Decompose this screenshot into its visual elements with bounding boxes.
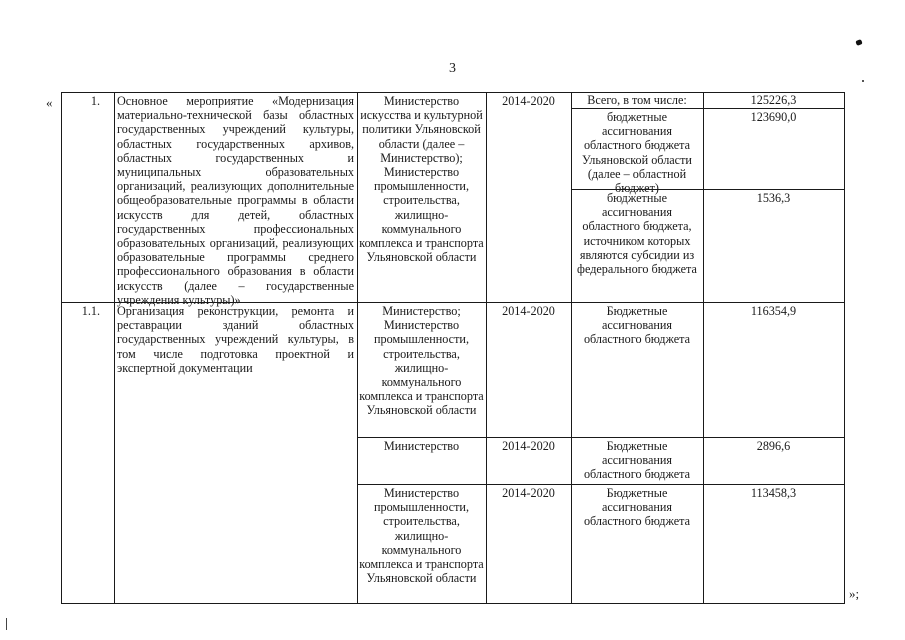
amount-total: 125226,3	[750, 93, 797, 107]
executor: Министерство промышленности, строительства, жилищно-коммунального комплекса и транспорта Ульяновской области	[359, 486, 484, 586]
funding-amount: 116354,9	[750, 304, 797, 318]
scan-mark-line	[6, 618, 7, 630]
row-number: 1.1.	[81, 304, 100, 318]
executor: Министерство; Министерство промышленности, строительства, жилищно-коммунального комплекса и транспорта Ульяновской области	[359, 304, 484, 418]
funding-source: Бюджетные ассигнования областного бюджета	[583, 304, 691, 347]
source-regional: бюджетные ассигнования областного бюджета Ульяновской области (далее – областной бюджет)	[582, 110, 692, 196]
funding-amount: 2896,6	[756, 439, 791, 453]
row-divider-1-1-a	[357, 437, 845, 438]
term: 2014-2020	[502, 439, 555, 453]
measure-name: Организация реконструкции, ремонта и реставрации зданий областных государственных учреждений культуры, в том числе подготовка проектной и экспертной документации	[117, 304, 354, 375]
amount-regional: 123690,0	[750, 110, 797, 124]
table-border-bottom	[61, 603, 845, 604]
funding-amount: 113458,3	[750, 486, 797, 500]
term: 2014-2020	[502, 486, 555, 500]
source-total: Всего, в том числе:	[587, 93, 687, 107]
row-divider-1-1-b	[357, 484, 845, 485]
col-divider-source	[703, 92, 704, 604]
table-border-left	[61, 92, 62, 604]
row-number: 1.	[90, 94, 100, 108]
row-divider-total	[571, 108, 844, 109]
page-number: 3	[449, 61, 456, 76]
amount-federal-subsidy: 1536,3	[756, 191, 791, 205]
col-divider-executor	[486, 92, 487, 604]
executor: Министерство искусства и культурной политики Ульяновской области (далее – Министерство); Министерство промышленности, строительства, жилищно-коммунального комплекса и транспорта Ульяновской области	[359, 94, 484, 265]
scan-mark-dot	[855, 39, 862, 46]
closing-quote: »;	[849, 586, 860, 601]
funding-source: Бюджетные ассигнования областного бюджета	[583, 439, 691, 482]
funding-source: Бюджетные ассигнования областного бюджета	[583, 486, 691, 529]
source-federal-subsidy: бюджетные ассигнования областного бюджета, источником которых являются субсидии из федерального бюджета	[577, 191, 697, 277]
table-border-right	[844, 92, 845, 604]
executor: Министерство	[383, 439, 460, 453]
measure-name: Основное мероприятие «Модернизация материально-технической базы областных государственных учреждений культуры, областных государственных архивов, областных государственных и муниципальных образовательных организаций, реализующих дополнительные общеобразовательные программы в области искусств для детей, областных государственных профессиональных образовательных организаций, реализующих образовательные программы среднего профессионального образования в области искусств (далее – государственные учреждения культуры)»	[117, 94, 354, 307]
scan-mark-speck	[862, 80, 864, 82]
term: 2014-2020	[502, 304, 555, 318]
term: 2014-2020	[502, 94, 555, 108]
opening-quote: «	[46, 95, 53, 110]
